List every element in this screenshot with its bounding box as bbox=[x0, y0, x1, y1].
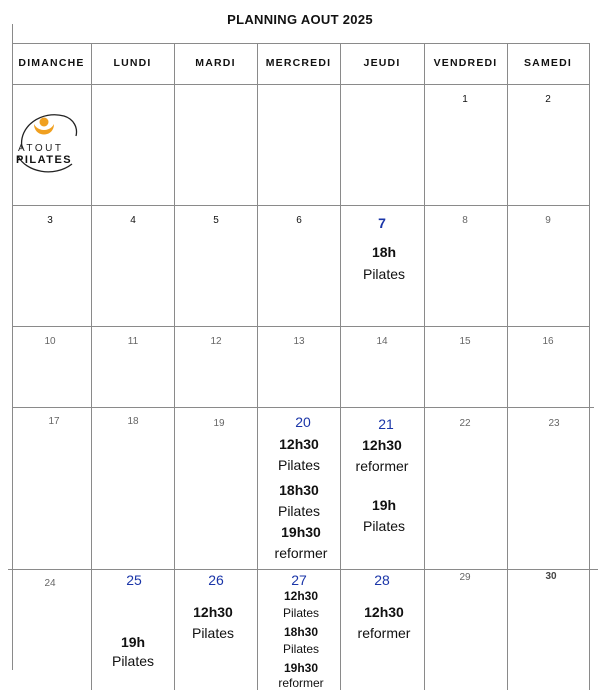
event-21-reformer-1230 bbox=[340, 437, 424, 474]
day-number-29: 29 bbox=[459, 572, 471, 583]
day-number-10: 10 bbox=[44, 336, 56, 347]
day-number-30: 30 bbox=[545, 571, 557, 582]
event-name: Pilates bbox=[282, 642, 320, 656]
day-number-11: 11 bbox=[127, 336, 139, 347]
logo-text-pilates: PILATES bbox=[16, 154, 73, 166]
header-mardi: MARDI bbox=[195, 57, 236, 69]
event-time: 12h30 bbox=[364, 604, 404, 620]
header-lundi: LUNDI bbox=[113, 57, 152, 69]
event-name: Pilates bbox=[191, 625, 235, 641]
event-name: reformer bbox=[355, 458, 409, 474]
day-number-27: 27 bbox=[291, 572, 307, 588]
event-time: 12h30 bbox=[279, 436, 319, 452]
event-name: Pilates bbox=[111, 653, 155, 669]
day-number-4: 4 bbox=[130, 215, 136, 226]
day-number-18: 18 bbox=[127, 416, 139, 427]
day-number-21: 21 bbox=[378, 416, 394, 432]
header-dimanche: DIMANCHE bbox=[18, 57, 85, 69]
event-7-pilates bbox=[342, 244, 426, 282]
event-name: Pilates bbox=[282, 606, 320, 620]
day-number-13: 13 bbox=[293, 336, 305, 347]
event-time: 12h30 bbox=[283, 589, 319, 603]
page-title: PLANNING AOUT 2025 bbox=[227, 12, 373, 27]
event-time: 19h30 bbox=[281, 524, 321, 540]
event-20-reformer-1930 bbox=[259, 524, 343, 561]
event-name: Pilates bbox=[362, 518, 406, 534]
event-28-reformer-1230 bbox=[342, 604, 426, 641]
day-number-25: 25 bbox=[126, 572, 142, 588]
day-number-19: 19 bbox=[213, 418, 225, 429]
event-time: 19h bbox=[120, 634, 146, 650]
day-number-2: 2 bbox=[545, 94, 551, 105]
event-27-pilates-1230 bbox=[259, 589, 343, 620]
day-number-7: 7 bbox=[378, 215, 386, 231]
header-jeudi: JEUDI bbox=[363, 57, 401, 69]
day-number-28: 28 bbox=[374, 572, 390, 588]
event-name: Pilates bbox=[277, 457, 321, 473]
day-number-1: 1 bbox=[462, 94, 468, 105]
event-name: Pilates bbox=[277, 503, 321, 519]
header-mercredi: MERCREDI bbox=[265, 57, 332, 69]
event-time: 18h30 bbox=[279, 482, 319, 498]
day-number-5: 5 bbox=[213, 215, 219, 226]
event-name: reformer bbox=[278, 676, 324, 690]
event-time: 18h bbox=[371, 244, 397, 260]
day-number-26: 26 bbox=[208, 572, 224, 588]
day-number-12: 12 bbox=[210, 336, 222, 347]
day-number-9: 9 bbox=[545, 215, 551, 226]
logo-text-atout: ATOUT bbox=[18, 143, 64, 154]
event-name: Pilates bbox=[362, 266, 406, 282]
day-number-8: 8 bbox=[462, 215, 468, 226]
event-name: reformer bbox=[274, 545, 328, 561]
day-number-24: 24 bbox=[44, 578, 56, 589]
event-27-reformer-1930 bbox=[259, 661, 343, 690]
event-time: 19h bbox=[371, 497, 397, 513]
event-20-pilates-1830 bbox=[257, 482, 341, 519]
event-time: 19h30 bbox=[283, 661, 319, 675]
event-26-pilates-1230 bbox=[171, 604, 255, 641]
day-number-3: 3 bbox=[47, 215, 53, 226]
event-time: 12h30 bbox=[362, 437, 402, 453]
day-number-6: 6 bbox=[296, 215, 302, 226]
event-25-pilates-19h bbox=[91, 634, 175, 669]
day-number-23: 23 bbox=[548, 418, 560, 429]
day-number-20: 20 bbox=[295, 414, 311, 430]
event-time: 18h30 bbox=[283, 625, 319, 639]
day-number-22: 22 bbox=[459, 418, 471, 429]
event-21-pilates-19h bbox=[342, 497, 426, 534]
event-27-pilates-1830 bbox=[259, 625, 343, 656]
event-name: reformer bbox=[357, 625, 411, 641]
day-number-16: 16 bbox=[542, 336, 554, 347]
event-20-pilates-1230 bbox=[257, 436, 341, 473]
event-time: 12h30 bbox=[193, 604, 233, 620]
day-number-14: 14 bbox=[376, 336, 388, 347]
day-number-17: 17 bbox=[48, 416, 60, 427]
header-vendredi: VENDREDI bbox=[433, 57, 498, 69]
day-number-15: 15 bbox=[459, 336, 471, 347]
header-samedi: SAMEDI bbox=[523, 57, 573, 69]
